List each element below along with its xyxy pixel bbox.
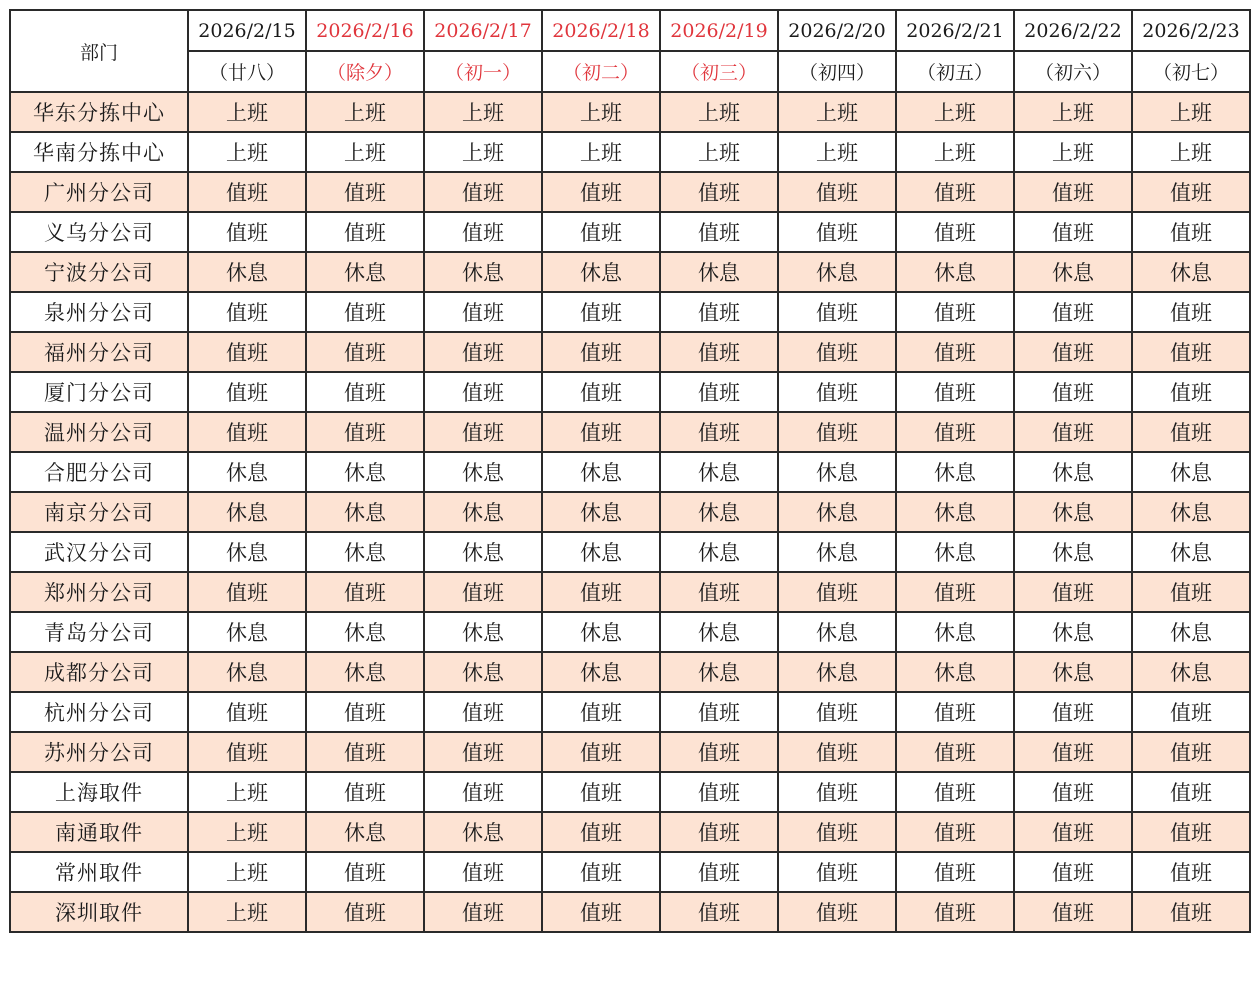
shift-cell: 值班	[306, 212, 424, 252]
shift-cell: 值班	[542, 772, 660, 812]
shift-cell: 休息	[1014, 612, 1132, 652]
shift-cell: 值班	[306, 892, 424, 932]
shift-cell: 值班	[542, 292, 660, 332]
table-row	[10, 892, 1250, 932]
table-row	[10, 732, 1250, 772]
shift-cell: 值班	[188, 292, 306, 332]
shift-cell: 值班	[778, 732, 896, 772]
shift-cell: 值班	[1014, 812, 1132, 852]
shift-cell: 值班	[306, 412, 424, 452]
shift-cell: 值班	[778, 812, 896, 852]
shift-cell: 值班	[542, 412, 660, 452]
department-name: 宁波分公司	[10, 252, 188, 292]
shift-cell: 值班	[1014, 412, 1132, 452]
shift-cell: 值班	[188, 172, 306, 212]
table-row	[10, 172, 1250, 212]
shift-cell: 值班	[660, 892, 778, 932]
shift-cell: 值班	[660, 732, 778, 772]
shift-cell: 休息	[424, 652, 542, 692]
shift-cell: 值班	[1132, 172, 1250, 212]
shift-cell: 值班	[896, 572, 1014, 612]
shift-cell: 值班	[660, 692, 778, 732]
shift-cell: 值班	[542, 692, 660, 732]
shift-cell: 上班	[188, 892, 306, 932]
department-name: 常州取件	[10, 852, 188, 892]
shift-cell: 休息	[424, 452, 542, 492]
department-name: 华东分拣中心	[10, 92, 188, 132]
shift-cell: 值班	[542, 892, 660, 932]
shift-cell: 休息	[542, 612, 660, 652]
shift-cell: 值班	[1132, 732, 1250, 772]
shift-cell: 休息	[306, 812, 424, 852]
date-header: 2026/2/22	[1014, 10, 1132, 51]
department-name: 成都分公司	[10, 652, 188, 692]
department-name: 泉州分公司	[10, 292, 188, 332]
shift-cell: 休息	[1014, 492, 1132, 532]
shift-cell: 上班	[188, 852, 306, 892]
shift-cell: 值班	[542, 212, 660, 252]
header-lunar-row	[10, 51, 1250, 92]
shift-cell: 值班	[1132, 332, 1250, 372]
shift-cell: 休息	[424, 252, 542, 292]
date-header: 2026/2/19	[660, 10, 778, 51]
table-row	[10, 372, 1250, 412]
shift-cell: 值班	[1132, 412, 1250, 452]
shift-cell: 休息	[188, 252, 306, 292]
lunar-date-header: （初六）	[1014, 51, 1132, 92]
shift-cell: 上班	[188, 132, 306, 172]
department-name: 郑州分公司	[10, 572, 188, 612]
shift-cell: 休息	[778, 252, 896, 292]
shift-cell: 值班	[1132, 692, 1250, 732]
shift-cell: 休息	[306, 492, 424, 532]
shift-cell: 休息	[1132, 252, 1250, 292]
shift-cell: 休息	[1132, 612, 1250, 652]
shift-cell: 上班	[1014, 92, 1132, 132]
department-name: 厦门分公司	[10, 372, 188, 412]
shift-cell: 值班	[424, 772, 542, 812]
shift-cell: 休息	[424, 612, 542, 652]
shift-cell: 值班	[660, 212, 778, 252]
table-row	[10, 532, 1250, 572]
shift-cell: 休息	[542, 452, 660, 492]
shift-cell: 休息	[424, 812, 542, 852]
shift-cell: 休息	[306, 652, 424, 692]
shift-cell: 休息	[1132, 452, 1250, 492]
shift-cell: 休息	[1014, 252, 1132, 292]
shift-cell: 值班	[1132, 372, 1250, 412]
shift-cell: 上班	[778, 92, 896, 132]
shift-cell: 值班	[660, 852, 778, 892]
date-header: 2026/2/20	[778, 10, 896, 51]
table-row	[10, 452, 1250, 492]
shift-cell: 值班	[1132, 212, 1250, 252]
shift-cell: 值班	[778, 212, 896, 252]
shift-cell: 休息	[660, 612, 778, 652]
shift-cell: 休息	[1014, 452, 1132, 492]
table-row	[10, 852, 1250, 892]
schedule-body	[10, 92, 1250, 932]
shift-cell: 值班	[1014, 572, 1132, 612]
shift-cell: 值班	[424, 732, 542, 772]
shift-cell: 值班	[424, 332, 542, 372]
lunar-date-header: （除夕）	[306, 51, 424, 92]
shift-cell: 休息	[542, 252, 660, 292]
department-name: 青岛分公司	[10, 612, 188, 652]
shift-cell: 休息	[1132, 492, 1250, 532]
shift-cell: 上班	[660, 92, 778, 132]
shift-cell: 休息	[188, 612, 306, 652]
shift-cell: 值班	[778, 292, 896, 332]
shift-cell: 值班	[424, 852, 542, 892]
shift-cell: 值班	[542, 852, 660, 892]
shift-cell: 值班	[660, 572, 778, 612]
shift-cell: 值班	[1014, 212, 1132, 252]
shift-cell: 值班	[1014, 772, 1132, 812]
shift-cell: 休息	[542, 532, 660, 572]
shift-cell: 值班	[1132, 892, 1250, 932]
shift-cell: 休息	[896, 452, 1014, 492]
shift-cell: 休息	[660, 492, 778, 532]
shift-cell: 值班	[424, 572, 542, 612]
date-header: 2026/2/15	[188, 10, 306, 51]
table-row	[10, 212, 1250, 252]
shift-cell: 休息	[188, 652, 306, 692]
shift-cell: 上班	[778, 132, 896, 172]
shift-cell: 值班	[1014, 172, 1132, 212]
shift-cell: 值班	[306, 332, 424, 372]
shift-cell: 值班	[1132, 772, 1250, 812]
shift-cell: 值班	[542, 572, 660, 612]
dept-column-header: 部门	[10, 10, 188, 92]
shift-cell: 值班	[1132, 852, 1250, 892]
shift-cell: 值班	[660, 332, 778, 372]
shift-cell: 值班	[778, 332, 896, 372]
shift-cell: 休息	[1132, 532, 1250, 572]
shift-cell: 值班	[778, 572, 896, 612]
shift-cell: 休息	[778, 452, 896, 492]
shift-cell: 值班	[542, 172, 660, 212]
schedule-table	[9, 9, 1251, 933]
shift-cell: 休息	[542, 652, 660, 692]
department-name: 广州分公司	[10, 172, 188, 212]
shift-cell: 值班	[306, 572, 424, 612]
table-row	[10, 252, 1250, 292]
shift-cell: 值班	[896, 212, 1014, 252]
shift-cell: 上班	[660, 132, 778, 172]
shift-cell: 值班	[1014, 292, 1132, 332]
shift-cell: 上班	[188, 772, 306, 812]
shift-cell: 值班	[896, 332, 1014, 372]
shift-cell: 上班	[542, 132, 660, 172]
shift-cell: 休息	[1014, 532, 1132, 572]
shift-cell: 值班	[306, 372, 424, 412]
shift-cell: 休息	[188, 492, 306, 532]
shift-cell: 值班	[306, 692, 424, 732]
shift-cell: 休息	[306, 452, 424, 492]
shift-cell: 值班	[306, 772, 424, 812]
shift-cell: 值班	[778, 692, 896, 732]
date-header: 2026/2/23	[1132, 10, 1250, 51]
shift-cell: 值班	[778, 412, 896, 452]
table-row	[10, 492, 1250, 532]
department-name: 福州分公司	[10, 332, 188, 372]
shift-cell: 休息	[306, 252, 424, 292]
shift-cell: 值班	[1014, 852, 1132, 892]
shift-cell: 值班	[306, 732, 424, 772]
shift-cell: 休息	[660, 252, 778, 292]
shift-cell: 值班	[542, 812, 660, 852]
shift-cell: 值班	[896, 372, 1014, 412]
shift-cell: 上班	[896, 132, 1014, 172]
shift-cell: 上班	[306, 132, 424, 172]
shift-cell: 休息	[896, 252, 1014, 292]
table-row	[10, 412, 1250, 452]
shift-cell: 上班	[1132, 92, 1250, 132]
shift-cell: 值班	[660, 772, 778, 812]
shift-cell: 值班	[424, 292, 542, 332]
shift-cell: 值班	[660, 292, 778, 332]
shift-cell: 值班	[1132, 292, 1250, 332]
shift-cell: 休息	[1132, 652, 1250, 692]
table-row	[10, 612, 1250, 652]
date-header: 2026/2/18	[542, 10, 660, 51]
shift-cell: 值班	[542, 732, 660, 772]
table-row	[10, 692, 1250, 732]
department-name: 杭州分公司	[10, 692, 188, 732]
shift-cell: 值班	[1132, 812, 1250, 852]
department-name: 合肥分公司	[10, 452, 188, 492]
shift-cell: 休息	[896, 612, 1014, 652]
shift-cell: 休息	[1014, 652, 1132, 692]
lunar-date-header: （初一）	[424, 51, 542, 92]
lunar-date-header: （廿八）	[188, 51, 306, 92]
lunar-date-header: （初七）	[1132, 51, 1250, 92]
shift-cell: 休息	[660, 452, 778, 492]
shift-cell: 值班	[1014, 692, 1132, 732]
department-name: 义乌分公司	[10, 212, 188, 252]
shift-cell: 值班	[188, 372, 306, 412]
department-name: 苏州分公司	[10, 732, 188, 772]
table-row	[10, 812, 1250, 852]
shift-cell: 值班	[424, 212, 542, 252]
department-name: 南京分公司	[10, 492, 188, 532]
shift-cell: 上班	[896, 92, 1014, 132]
shift-cell: 值班	[306, 292, 424, 332]
shift-cell: 值班	[188, 412, 306, 452]
shift-cell: 上班	[424, 92, 542, 132]
department-name: 深圳取件	[10, 892, 188, 932]
shift-cell: 值班	[1014, 892, 1132, 932]
shift-cell: 上班	[188, 812, 306, 852]
shift-cell: 休息	[306, 532, 424, 572]
lunar-date-header: （初四）	[778, 51, 896, 92]
shift-cell: 值班	[778, 852, 896, 892]
shift-cell: 值班	[778, 892, 896, 932]
shift-cell: 值班	[778, 372, 896, 412]
shift-cell: 值班	[778, 172, 896, 212]
shift-cell: 值班	[778, 772, 896, 812]
table-row	[10, 772, 1250, 812]
shift-cell: 值班	[896, 692, 1014, 732]
shift-cell: 值班	[542, 332, 660, 372]
department-name: 武汉分公司	[10, 532, 188, 572]
shift-cell: 上班	[542, 92, 660, 132]
shift-cell: 值班	[896, 852, 1014, 892]
shift-cell: 休息	[778, 532, 896, 572]
shift-cell: 值班	[306, 852, 424, 892]
shift-cell: 值班	[1132, 572, 1250, 612]
lunar-date-header: （初三）	[660, 51, 778, 92]
shift-cell: 值班	[424, 892, 542, 932]
table-row	[10, 92, 1250, 132]
shift-cell: 休息	[896, 652, 1014, 692]
shift-cell: 休息	[896, 532, 1014, 572]
shift-cell: 值班	[542, 372, 660, 412]
shift-cell: 值班	[424, 412, 542, 452]
shift-cell: 休息	[188, 452, 306, 492]
header-date-row	[10, 10, 1250, 51]
shift-cell: 值班	[896, 292, 1014, 332]
shift-cell: 休息	[660, 532, 778, 572]
date-header: 2026/2/21	[896, 10, 1014, 51]
table-row	[10, 572, 1250, 612]
shift-cell: 休息	[542, 492, 660, 532]
department-name: 华南分拣中心	[10, 132, 188, 172]
shift-cell: 值班	[660, 372, 778, 412]
shift-cell: 值班	[896, 172, 1014, 212]
shift-cell: 休息	[424, 532, 542, 572]
shift-cell: 值班	[188, 572, 306, 612]
date-header: 2026/2/16	[306, 10, 424, 51]
shift-cell: 值班	[1014, 372, 1132, 412]
shift-cell: 上班	[1014, 132, 1132, 172]
table-row	[10, 652, 1250, 692]
shift-cell: 值班	[188, 212, 306, 252]
shift-cell: 休息	[424, 492, 542, 532]
shift-cell: 值班	[896, 412, 1014, 452]
shift-cell: 值班	[424, 372, 542, 412]
shift-cell: 值班	[660, 812, 778, 852]
shift-cell: 值班	[660, 172, 778, 212]
shift-cell: 值班	[306, 172, 424, 212]
department-name: 温州分公司	[10, 412, 188, 452]
department-name: 南通取件	[10, 812, 188, 852]
shift-cell: 值班	[188, 332, 306, 372]
shift-cell: 休息	[778, 492, 896, 532]
shift-cell: 休息	[778, 612, 896, 652]
lunar-date-header: （初二）	[542, 51, 660, 92]
shift-cell: 值班	[424, 692, 542, 732]
shift-cell: 休息	[778, 652, 896, 692]
shift-cell: 上班	[424, 132, 542, 172]
shift-cell: 值班	[896, 892, 1014, 932]
shift-cell: 值班	[896, 732, 1014, 772]
table-row	[10, 292, 1250, 332]
table-row	[10, 132, 1250, 172]
shift-cell: 休息	[896, 492, 1014, 532]
department-name: 上海取件	[10, 772, 188, 812]
shift-cell: 上班	[1132, 132, 1250, 172]
shift-cell: 值班	[424, 172, 542, 212]
shift-cell: 值班	[188, 692, 306, 732]
shift-cell: 值班	[896, 812, 1014, 852]
lunar-date-header: （初五）	[896, 51, 1014, 92]
date-header: 2026/2/17	[424, 10, 542, 51]
shift-cell: 上班	[306, 92, 424, 132]
shift-cell: 值班	[1014, 732, 1132, 772]
shift-cell: 休息	[660, 652, 778, 692]
table-row	[10, 332, 1250, 372]
shift-cell: 值班	[660, 412, 778, 452]
shift-cell: 值班	[1014, 332, 1132, 372]
shift-cell: 上班	[188, 92, 306, 132]
shift-cell: 休息	[306, 612, 424, 652]
shift-cell: 休息	[188, 532, 306, 572]
shift-cell: 值班	[896, 772, 1014, 812]
shift-cell: 值班	[188, 732, 306, 772]
